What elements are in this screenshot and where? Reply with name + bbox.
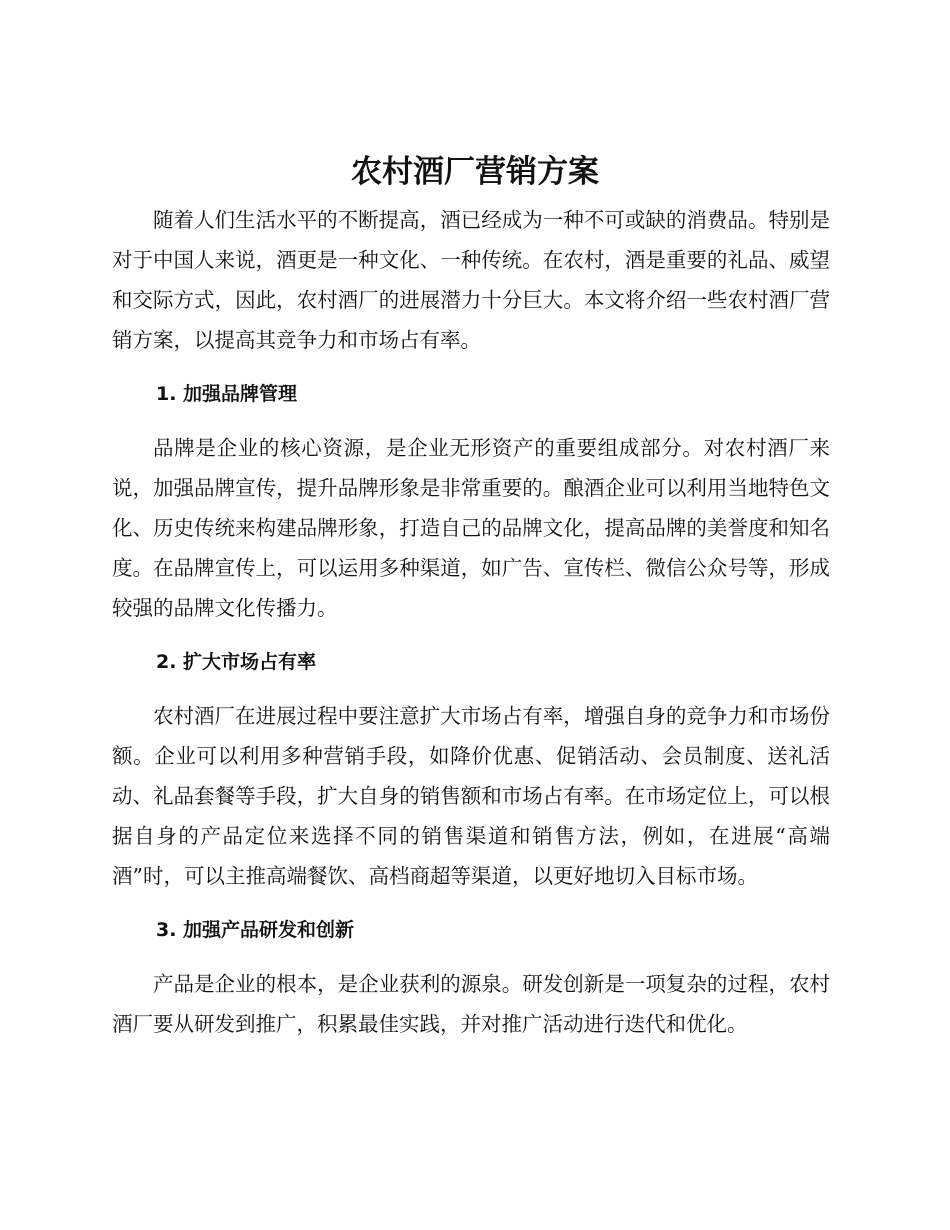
section-heading-innovation: 3. 加强产品研发和创新 xyxy=(156,919,355,941)
section-body-market: 农村酒厂在进展过程中要注意扩大市场占有率，增强自身的竞争力和市场份额。企业可以利用多种营销手段，如降价优惠、促销活动、会员制度、送礼活动、礼品套餐等手段，扩大自身的销售额和市场占有率。在市场定位上，可以根据自身的产品定位来选择不同的销售渠道和销售方法，例如，在进展“高端酒”时，可以主推高端餐饮、高档商超等渠道，以更好地切入目标市场。 xyxy=(112,704,830,888)
section-body-brand: 品牌是企业的核心资源，是企业无形资产的重要组成部分。对农村酒厂来说，加强品牌宣传，提升品牌形象是非常重要的。酿酒企业可以利用当地特色文化、历史传统来构建品牌形象，打造自己的品牌文化，提高品牌的美誉度和知名度。在品牌宣传上，可以运用多种渠道，如广告、宣传栏、微信公众号等，形成较强的品牌文化传播力。 xyxy=(112,436,830,620)
section-body-innovation: 产品是企业的根本，是企业获利的源泉。研发创新是一项复杂的过程，农村酒厂要从研发到推广，积累最佳实践，并对推广活动进行迭代和优化。 xyxy=(112,972,830,1036)
intro-paragraph: 随着人们生活水平的不断提高，酒已经成为一种不可或缺的消费品。特别是对于中国人来说，酒更是一种文化、一种传统。在农村，酒是重要的礼品、威望和交际方式，因此，农村酒厂的进展潜力十分巨大。本文将介绍一些农村酒厂营销方案，以提高其竞争力和市场占有率。 xyxy=(112,208,830,352)
section-heading-market: 2. 扩大市场占有率 xyxy=(156,651,317,673)
section-heading-brand: 1. 加强品牌管理 xyxy=(156,383,298,405)
page-title: 农村酒厂营销方案 xyxy=(351,154,599,190)
document-body xyxy=(112,200,830,1044)
